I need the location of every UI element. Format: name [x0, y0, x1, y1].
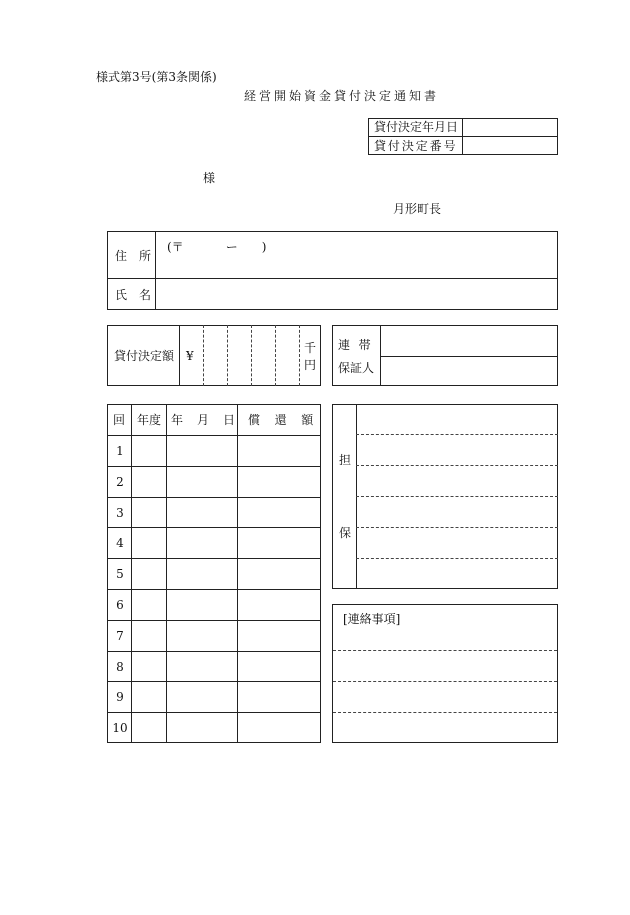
form-number: 様式第3号(第3条関係) — [96, 70, 217, 84]
header-date-year: 年 — [171, 413, 184, 427]
header-date-month: 月 — [197, 413, 210, 427]
table-cell-year[interactable] — [132, 498, 165, 527]
table-cell-year[interactable] — [132, 621, 165, 650]
table-cell-date[interactable] — [167, 528, 236, 557]
table-cell-year[interactable] — [132, 559, 165, 588]
table-cell-date[interactable] — [167, 652, 236, 681]
table-row-number: 10 — [112, 721, 128, 735]
header-date-day: 日 — [223, 413, 236, 427]
table-cell-date[interactable] — [167, 467, 236, 496]
name-field[interactable] — [157, 280, 555, 308]
table-cell-amount[interactable] — [238, 498, 320, 527]
table-cell-date[interactable] — [167, 682, 236, 711]
amount-field[interactable] — [204, 327, 299, 384]
collateral-label-1: 担 — [339, 453, 352, 467]
table-cell-date[interactable] — [167, 590, 236, 619]
table-cell-year[interactable] — [132, 713, 165, 742]
table-cell-date[interactable] — [167, 498, 236, 527]
header-year: 年度 — [137, 413, 162, 427]
address-label: 住 所 — [115, 249, 152, 263]
table-row-number: 5 — [116, 567, 124, 581]
notes-field[interactable] — [334, 632, 556, 741]
sender-name: 月形町長 — [393, 202, 442, 216]
guarantor-field-1[interactable] — [382, 327, 556, 355]
table-cell-amount[interactable] — [238, 436, 320, 465]
name-label: 氏 名 — [115, 288, 152, 302]
table-cell-year[interactable] — [132, 436, 165, 465]
table-cell-amount[interactable] — [238, 559, 320, 588]
table-cell-amount[interactable] — [238, 590, 320, 619]
table-row-number: 1 — [116, 444, 124, 458]
table-cell-year[interactable] — [132, 528, 165, 557]
header-round: 回 — [113, 413, 126, 427]
recipient-honorific: 様 — [203, 171, 216, 185]
collateral-field[interactable] — [358, 406, 556, 587]
address-field[interactable] — [157, 258, 555, 276]
table-cell-amount[interactable] — [238, 621, 320, 650]
collateral-label-2: 保 — [339, 526, 352, 540]
table-cell-date[interactable] — [167, 436, 236, 465]
table-cell-amount[interactable] — [238, 528, 320, 557]
guarantor-label-line1: 連 帯 — [338, 338, 374, 352]
table-cell-year[interactable] — [132, 652, 165, 681]
guarantor-field-2[interactable] — [382, 358, 556, 384]
decision-number-label: 貸付決定番号 — [374, 139, 458, 153]
header-amount: 償 還 額 — [248, 413, 319, 427]
amount-label: 貸付決定額 — [114, 349, 175, 363]
table-cell-amount[interactable] — [238, 652, 320, 681]
table-cell-amount[interactable] — [238, 682, 320, 711]
table-row-number: 8 — [116, 660, 124, 674]
table-cell-amount[interactable] — [238, 713, 320, 742]
table-row-number: 9 — [116, 690, 124, 704]
table-cell-year[interactable] — [132, 590, 165, 619]
table-cell-date[interactable] — [167, 713, 236, 742]
table-cell-year[interactable] — [132, 682, 165, 711]
postal-code-field[interactable]: (〒 ー ) — [167, 240, 267, 254]
table-cell-date[interactable] — [167, 559, 236, 588]
table-cell-amount[interactable] — [238, 467, 320, 496]
amount-unit: 千 円 — [303, 341, 316, 372]
table-row-number: 6 — [116, 598, 124, 612]
guarantor-label-line2: 保証人 — [338, 361, 375, 375]
decision-date-label: 貸付決定年月日 — [374, 120, 459, 134]
table-cell-date[interactable] — [167, 621, 236, 650]
table-cell-year[interactable] — [132, 467, 165, 496]
table-row-number: 4 — [116, 536, 124, 550]
table-row-number: 2 — [116, 475, 124, 489]
notes-label: [連絡事項] — [343, 612, 401, 626]
table-row-number: 3 — [116, 506, 124, 520]
yen-sign: ¥ — [186, 349, 194, 363]
page-title: 経営開始資金貸付決定通知書 — [244, 89, 440, 103]
table-row-number: 7 — [116, 629, 124, 643]
